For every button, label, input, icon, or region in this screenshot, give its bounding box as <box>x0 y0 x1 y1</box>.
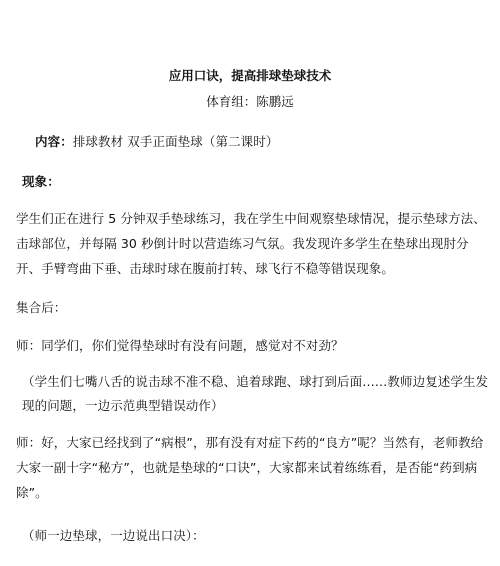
content-line <box>35 134 500 150</box>
gather-heading: 集合后： <box>16 300 67 315</box>
paragraph-observation: 学生们正在进行 5 分钟双手垫球练习，我在学生中间观察垫球情况，提示垫球方法、击球部位，并每隔 30 秒倒计时以营造练习气氛。我发现许多学生在垫球出现肘分开、手臂弯曲下垂、击球时球在腹前打转、球飞行不稳等错误现象。 <box>16 211 486 276</box>
paragraph-student-response: （学生们七嘴八舌的说击球不准不稳、追着球跑、球打到后面……教师边复述学生发现的问题，一边示范典型错误动作） <box>22 374 489 413</box>
paragraph-teacher-demo: （师一边垫球，一边说出口决）： <box>22 528 205 543</box>
content-label: 内容： <box>35 134 73 149</box>
document-title: 应用口诀，提高排球垫球技术 <box>168 68 332 83</box>
content-text: 排球教材 双手正面垫球（第二课时） <box>72 134 279 149</box>
teacher-question: 师：同学们，你们觉得垫球时有没有问题，感觉对不对劲？ <box>16 338 344 353</box>
document-author: 体育组：陈鹏远 <box>206 94 294 109</box>
paragraph-teacher-remedy: 师：好，大家已经找到了“病根”，那有没有对症下药的“良方”呢？当然有，老师教给大家一副十字“秘方”，也就是垫球的“口诀”，大家都来试着练练看，是否能“药到病除”。 <box>16 435 484 500</box>
phenomenon-heading: 现象： <box>22 174 60 189</box>
